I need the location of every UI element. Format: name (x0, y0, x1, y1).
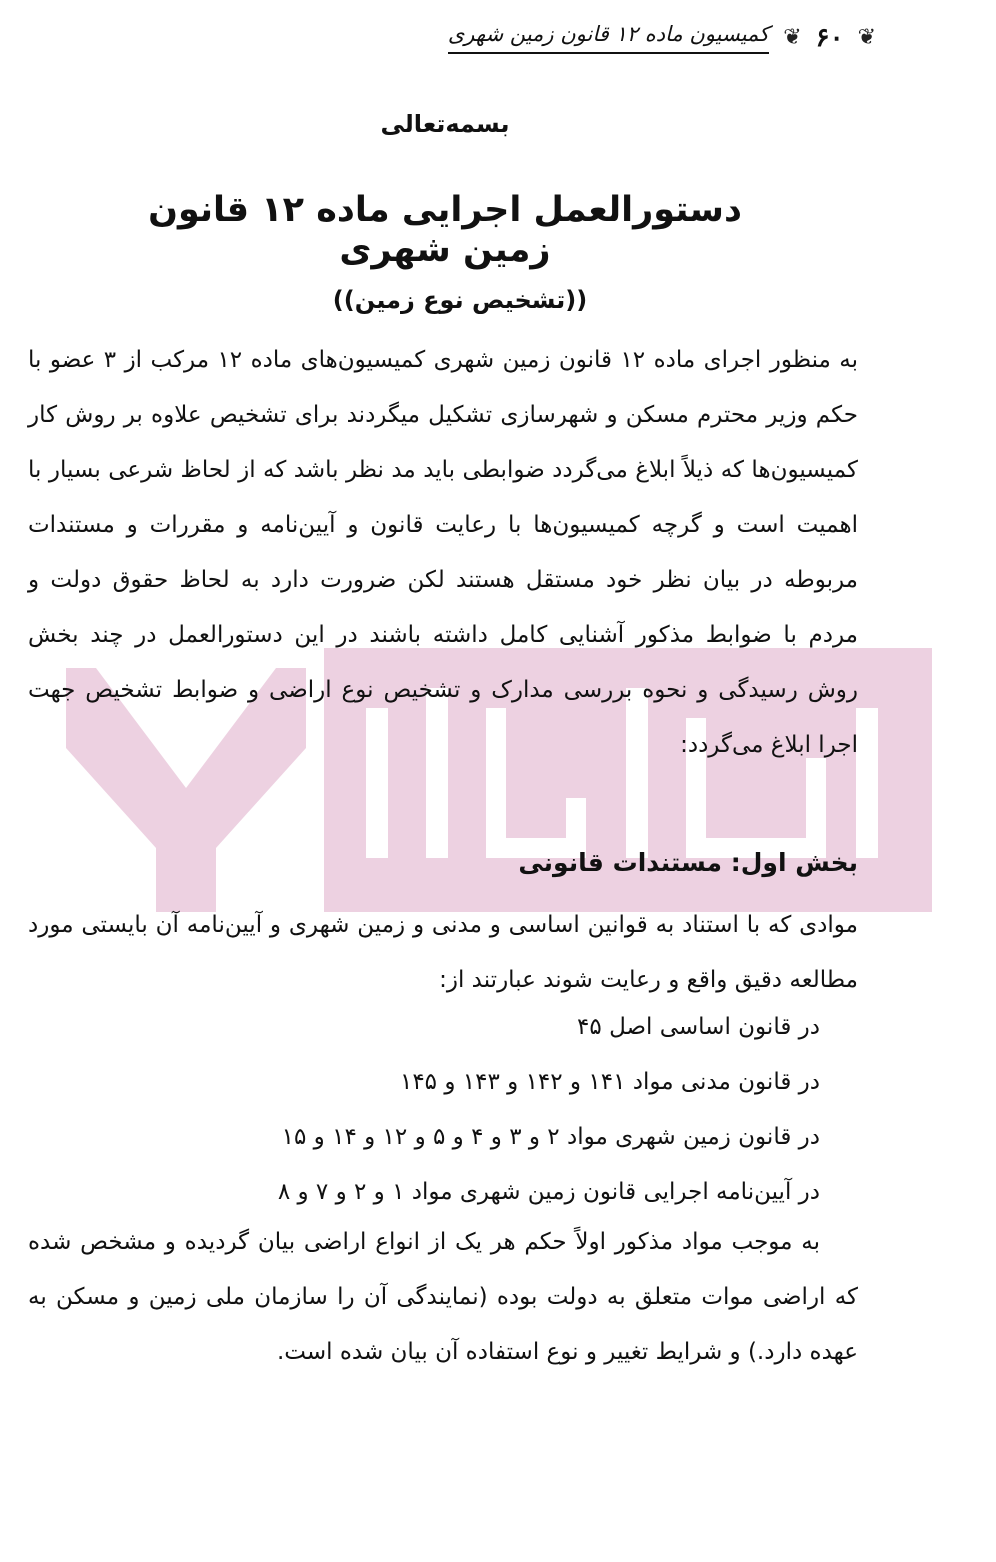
list-item: در قانون مدنی مواد ۱۴۱ و ۱۴۲ و ۱۴۳ و ۱۴۵ (399, 1069, 820, 1095)
running-header (436, 22, 876, 82)
list-item: در آیین‌نامه اجرایی قانون زمین شهری مواد ۱ و ۲ و ۷ و ۸ (277, 1179, 820, 1205)
invocation: بسمه‌تعالی (380, 110, 510, 138)
flower-ornament-icon: ❦ (783, 25, 802, 50)
subtitle: ((تشخیص نوع زمین)) (332, 286, 588, 314)
flower-ornament-icon: ❦ (857, 25, 876, 50)
page-title: دستورالعمل اجرایی ماده ۱۲ قانون زمین شهری (148, 190, 742, 270)
list-item: در قانون زمین شهری مواد ۲ و ۳ و ۴ و ۵ و ۱۲ و ۱۴ و ۱۵ (281, 1124, 820, 1150)
conclusion-paragraph: به موجب مواد مذکور اولاً حکم هر یک از انواع اراضی بیان گردیده و مشخص شده که اراضی موات متعلق به دولت بوده (نمایندگی آن را سازمان ملی زمین و مسکن به عهده دارد.) و شرایط تغییر و نوع استفاده آن بیان شده است. (28, 1229, 858, 1365)
section-heading: بخش اول: مستندات قانونی (518, 848, 858, 877)
intro-paragraph: به منظور اجرای ماده ۱۲ قانون زمین شهری کمیسیون‌های ماده ۱۲ مرکب از ۳ عضو با حکم وزیر محترم مسکن و شهرسازی تشکیل میگردند برای تشخیص علاوه بر روش کار کمیسیون‌ها که ذیلاً ابلاغ می‌گردد ضوابطی باید مد نظر باشد که از لحاظ شرعی بسیار با اهمیت است و گرچه کمیسیون‌ها با رعایت قانون و آیین‌نامه و مقررات و مستندات مربوطه در بیان نظر خود مستقل هستند لکن ضرورت دارد به لحاظ حقوق دولت و مردم با ضوابط مذکور آشنایی کامل داشته باشند در این دستورالعمل در چند بخش روش رسیدگی و نحوه بررسی مدارک و تشخیص نوع اراضی و ضوابط تشخیص جهت اجرا ابلاغ می‌گردد: (28, 347, 858, 758)
running-title: کمیسیون ماده ۱۲ قانون زمین شهری (448, 22, 769, 54)
section-paragraph: موادی که با استناد به قوانین اساسی و مدنی و زمین شهری و آیین‌نامه آن بایستی مورد مطالعه دقیق واقع و رعایت شوند عبارتند از: (28, 912, 858, 993)
law-list (40, 1000, 820, 1220)
list-item: در قانون اساسی اصل ۴۵ (577, 1014, 820, 1040)
page-number: ۶۰ (815, 23, 844, 53)
